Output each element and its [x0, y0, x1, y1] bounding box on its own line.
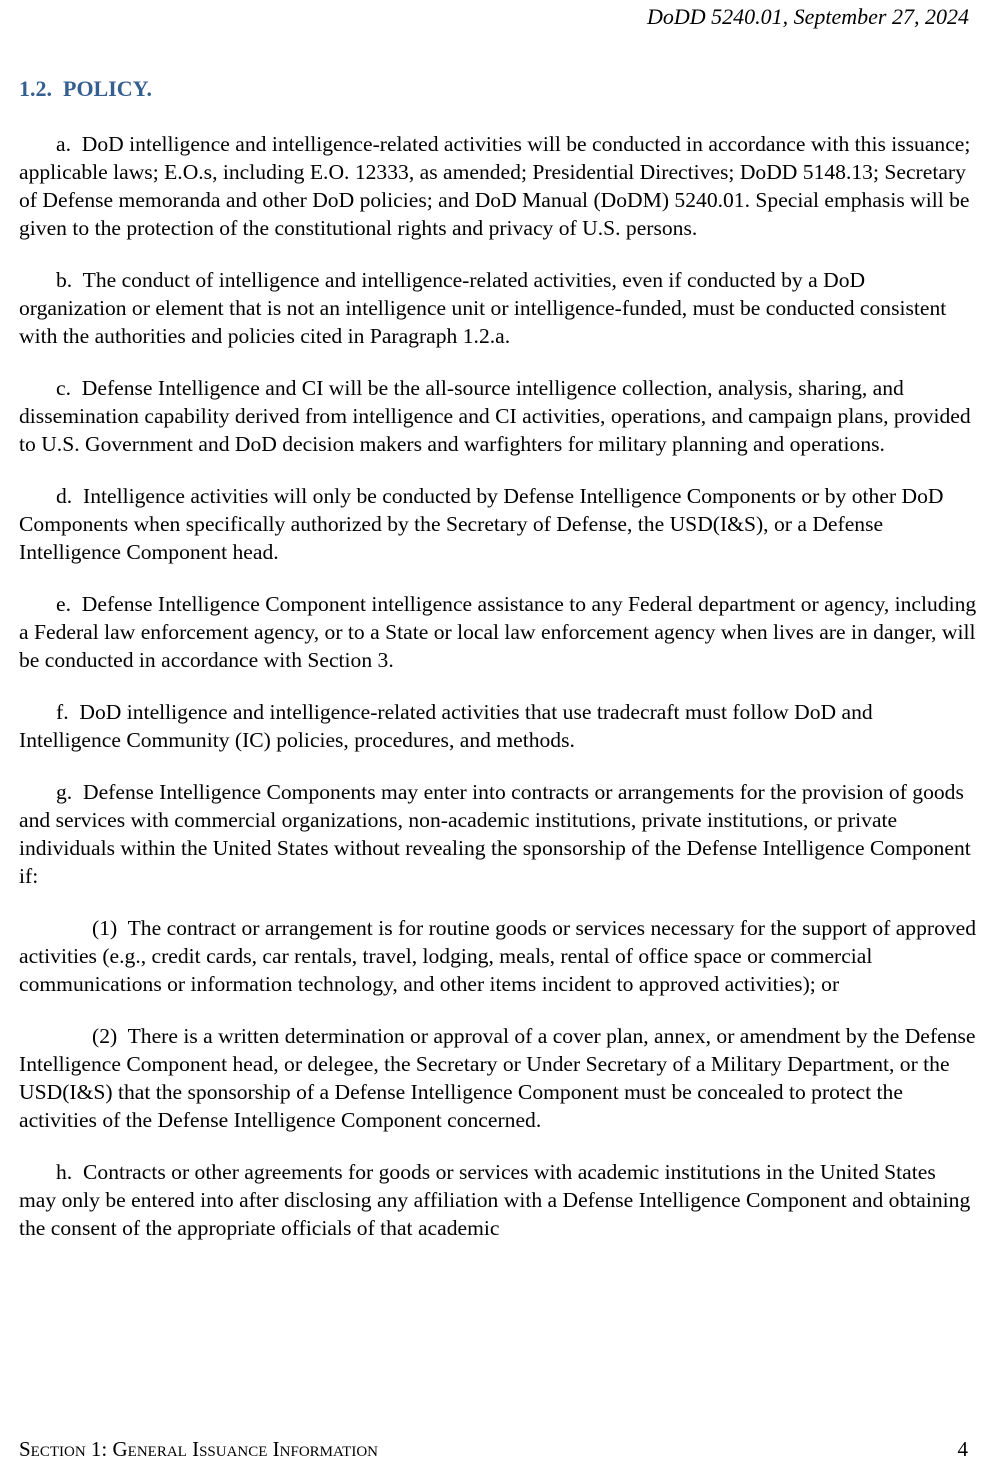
paragraph-b [19, 266, 977, 350]
paragraph-label: b. [56, 268, 73, 292]
paragraph-text: DoD intelligence and intelligence-related activities will be conducted in accordance with this issuance; applicable laws; E.O.s, including E.O. 12333, as amended; Presidential Directives; DoDD 5148.13; Secretary of Defense memoranda and other DoD policies; and DoD Manual (DoDM) 5240.01. Special emphasis will be given to the protection of the constitutional rights and privacy of U.S. persons. [19, 132, 971, 240]
section-heading [19, 76, 152, 102]
paragraph-text: DoD intelligence and intelligence-related activities that use tradecraft must follow DoD and Intelligence Community (IC) policies, procedures, and methods. [19, 700, 873, 752]
paragraph-label: c. [56, 376, 71, 400]
paragraph-h [19, 1158, 977, 1242]
section-title: POLICY. [63, 76, 153, 101]
policy-body [19, 130, 977, 1266]
paragraph-label: h. [56, 1160, 73, 1184]
paragraph-label: (1) [92, 916, 118, 940]
footer-section-label: Section 1: General Issuance Information [19, 1437, 379, 1461]
paragraph-label: f. [56, 700, 69, 724]
paragraph-a [19, 130, 977, 242]
paragraph-label: a. [56, 132, 71, 156]
paragraph-g-2 [19, 1022, 977, 1134]
paragraph-text: Defense Intelligence Component intelligence assistance to any Federal department or agency, including a Federal law enforcement agency, or to a State or local law enforcement agency when lives are in danger, will be conducted in accordance with Section 3. [19, 592, 977, 672]
paragraph-text: There is a written determination or approval of a cover plan, annex, or amendment by the Defense Intelligence Component head, or delegee, the Secretary or Under Secretary of a Military Department, or the USD(I&S) that the sponsorship of a Defense Intelligence Component must be concealed to protect the activities of the Defense Intelligence Component concerned. [19, 1024, 976, 1132]
paragraph-label: e. [56, 592, 71, 616]
paragraph-text: Defense Intelligence Components may enter into contracts or arrangements for the provision of goods and services with commercial organizations, non-academic institutions, private institutions, or private individuals within the United States without revealing the sponsorship of the Defense Intelligence Component if: [19, 780, 971, 888]
paragraph-c [19, 374, 977, 458]
paragraph-text: The contract or arrangement is for routine goods or services necessary for the support of approved activities (e.g., credit cards, car rentals, travel, lodging, meals, rental of office space or commercial communications or information technology, and other items incident to approved activities); or [19, 916, 977, 996]
paragraph-text: The conduct of intelligence and intelligence-related activities, even if conducted by a DoD organization or element that is not an intelligence unit or intelligence-funded, must be conducted consistent with the authorities and policies cited in Paragraph 1.2.a. [19, 268, 947, 348]
paragraph-g [19, 778, 977, 890]
paragraph-label: g. [56, 780, 73, 804]
document-reference-header: DoDD 5240.01, September 27, 2024 [646, 4, 969, 29]
paragraph-text: Defense Intelligence and CI will be the all-source intelligence collection, analysis, sharing, and dissemination capability derived from intelligence and CI activities, operations, and campaign plans, provided to U.S. Government and DoD decision makers and warfighters for military planning and operations. [19, 376, 971, 456]
paragraph-text: Intelligence activities will only be conducted by Defense Intelligence Components or by other DoD Components when specifically authorized by the Secretary of Defense, the USD(I&S), or a Defense Intelligence Component head. [19, 484, 944, 564]
paragraph-d [19, 482, 977, 566]
paragraph-f [19, 698, 977, 754]
page-number: 4 [957, 1437, 968, 1461]
paragraph-label: (2) [92, 1024, 118, 1048]
paragraph-text: Contracts or other agreements for goods or services with academic institutions in the United States may only be entered into after disclosing any affiliation with a Defense Intelligence Component and obtaining the consent of the appropriate officials of that academic [19, 1160, 971, 1240]
paragraph-g-1 [19, 914, 977, 998]
section-number: 1.2. [19, 76, 52, 101]
paragraph-e [19, 590, 977, 674]
paragraph-label: d. [56, 484, 73, 508]
